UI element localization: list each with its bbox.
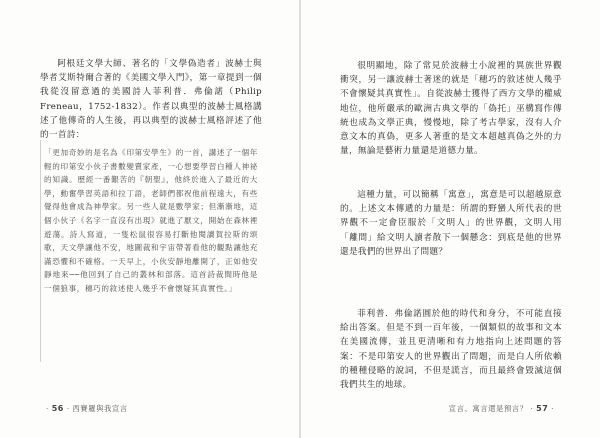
right-paragraph-3: 菲利普．弗倫諾圓於他的時代和身分，不可能直接給出答案。但是不到一百年後，一個類似的故事和文本在美國流傳，並且更清晰和有力地指向上述問題的答案：不是印第安人的世界觀出了問題，而是白人所依賴的種種侵略的說詞，不但是謊言，而且最終會毀滅這個我們共生的地球。 [340, 309, 562, 391]
left-running-footer: 西賽羅與我宣言 [72, 404, 128, 413]
right-paragraph-1: 很明顯地，除了常見於波赫士小說裡的異族世界觀衝突，另一讓波赫士著迷的就是「穗巧的敘述使人幾乎不會懷疑其真實性」。自從波赫士獲得了西方文學的權威地位，他所嚴承的歐洲古典文學的「偽托」巫構寫作傳統也成為文學正典，慢慢地，除了考古學家，沒有人介意文本的真偽，更多人著重的是文本超越真偽之外的力量，無論是藝術力量還是道德力量。 [340, 61, 562, 157]
right-running-footer: 宣言、寓言還是預言？ [448, 404, 528, 413]
left-footer: · 56 · 西賽羅與我宣言 [46, 404, 128, 413]
right-footer: 宣言、寓言還是預言？ · 57 · [448, 404, 554, 413]
left-page-number: 56 [51, 404, 64, 413]
right-page-number: 57 [536, 404, 549, 413]
left-page [0, 0, 299, 438]
left-intro-paragraph: 阿根廷文學大師、著名的「文學偽造者」波赫士與學者艾斯特爾合著的《美國文學入門》，第一章提到一個我從沒留意過的美國詩人菲利普．弗倫諾（Philip Freneau，1752-1832）。作者以典型的波赫士風格講述了他傳奇的人生後，再以典型的波赫士風格評述了他的一首詩： [40, 59, 262, 141]
right-paragraph-2: 這種力量，可以簡稱「寓意」，寓意是可以超越原意的。上述文本傳遞的力量是：所謂的野蠻人所代表的世界觀不一定會臣服於「文明人」的世界觀，文明人用「離間」給文明人讀者散下一個懸念：到底是他的世界還是我們的世界出了問題？ [340, 190, 562, 257]
quoted-passage: 「更加奇妙的是名為《印第安學生》的一首，講述了一個年輕的印第安小伙子書數變賣家產，一心想要學習白種人神祕的知識。歷經一番艱苦的『朝聖』，他終於進入了最近的大學，動奮學習英語和拉丁語，老師們都祝他前程遠大，有些覺得他會成為神學家。另一些人就是數學家；但漸漸地，這個小伙子《名字一直沒有出現》就進了厭文，開始在森林裡遊蕩。詩人寫道，一隻松鼠很容易打斷他閱讀賀拉斯的頌歌，天文學讓他不安，地圖裁和宇宙帶著看他的觀點讓他充滿恐懼和不確格。一天早上，小伙安靜地離開了，正如他安靜地來──他回到了自己的叢林和部落。這首詩裁間時他是一個狼事，穗巧的敘述使人幾乎不會懷疑其真實性。」 [44, 148, 258, 293]
